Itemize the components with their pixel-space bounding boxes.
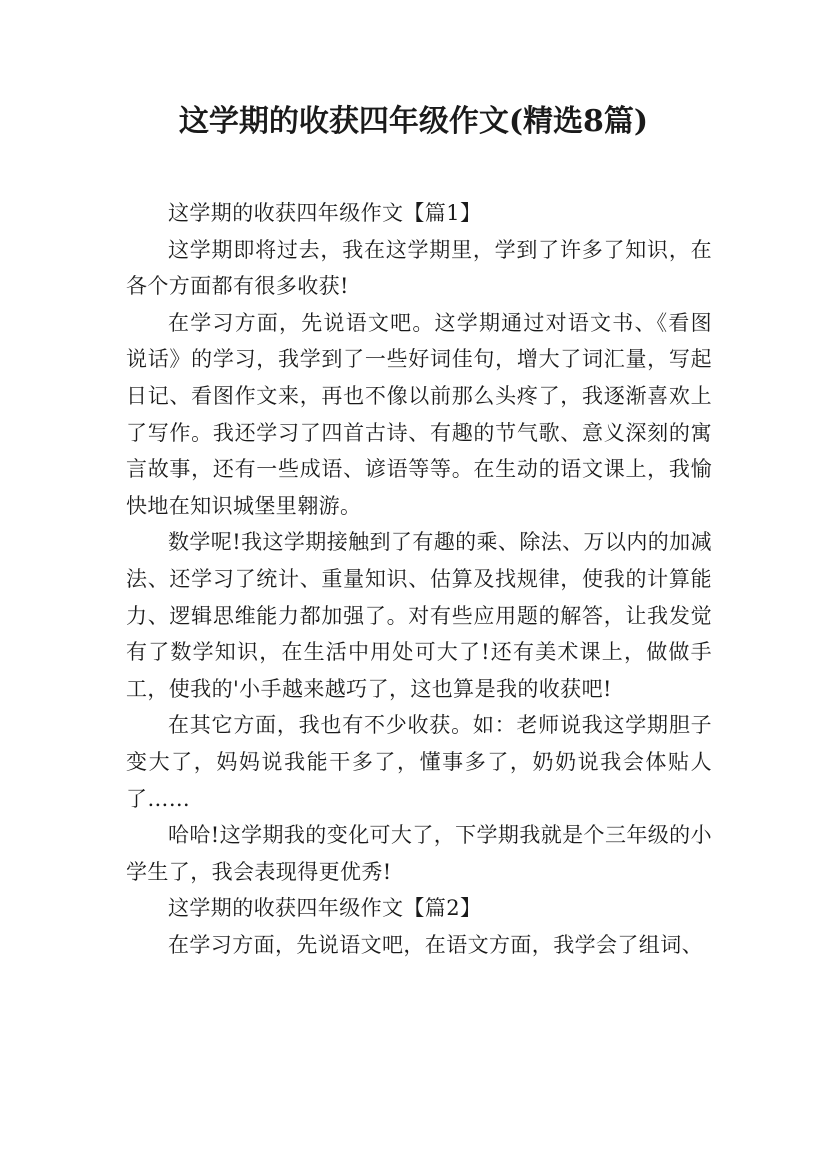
document-title: 这学期的收获四年级作文(精选8篇) — [178, 104, 649, 139]
document-body — [126, 195, 712, 963]
section-heading-1: 这学期的收获四年级作文【篇1】 — [168, 201, 482, 225]
paragraph: 这学期即将过去，我在这学期里，学到了许多了知识，在各个方面都有很多收获! — [126, 237, 712, 299]
paragraph: 数学呢!我这学期接触到了有趣的乘、除法、万以内的加减法、还学习了统计、重量知识、估算及找规律，使我的计算能力、逻辑思维能力都加强了。对有些应用题的解答，让我发觉有了数学知识，在生活中用处可大了!还有美术课上，做做手工，使我的'小手越来越巧了，这也算是我的收获吧! — [126, 530, 712, 701]
paragraph: 哈哈!这学期我的变化可大了，下学期我就是个三年级的小学生了，我会表现得更优秀! — [126, 823, 712, 884]
paragraph: 在学习方面，先说语文吧。这学期通过对语文书、《看图说话》的学习，我学到了一些好词佳句，增大了词汇量，写起日记、看图作文来，再也不像以前那么头疼了，我逐渐喜欢上了写作。我还学习了四首古诗、有趣的节气歌、意义深刻的寓言故事，还有一些成语、谚语等等。在生动的语文课上，我愉快地在知识城堡里翱游。 — [126, 310, 712, 518]
paragraph: 在其它方面，我也有不少收获。如：老师说我这学期胆子变大了，妈妈说我能干多了，懂事多了，奶奶说我会体贴人了…… — [126, 713, 712, 811]
section-heading-2: 这学期的收获四年级作文【篇2】 — [168, 896, 482, 921]
paragraph: 在学习方面，先说语文吧，在语文方面，我学会了组词、 — [168, 932, 703, 957]
